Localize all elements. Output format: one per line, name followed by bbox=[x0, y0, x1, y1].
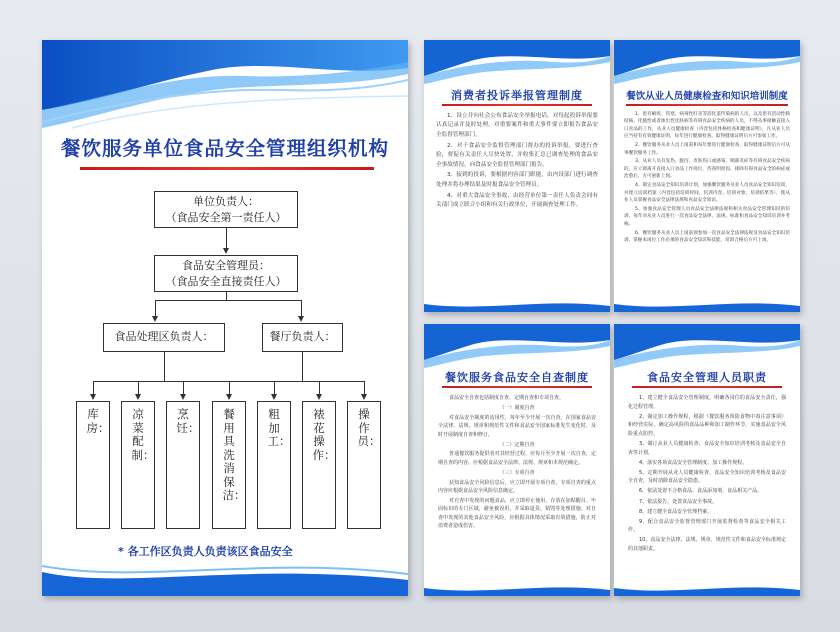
top-wave-decoration bbox=[42, 40, 408, 132]
connector bbox=[229, 381, 230, 395]
top-wave-decoration bbox=[614, 40, 800, 86]
self-check-poster-body bbox=[438, 394, 596, 532]
paragraph: 2、餐饮服务从业人员上岗前和每年要进行健康检查，取得健康证明后方可从事餐饮服务工作。 bbox=[624, 143, 790, 156]
work-unit-box bbox=[212, 401, 246, 529]
paragraph: 1、建立健全食品安全管理制度，明确各岗位的食品安全责任，强化过程管理。 bbox=[628, 395, 786, 410]
arrow-down-icon bbox=[271, 394, 277, 400]
connector bbox=[302, 375, 303, 381]
arrow-down-icon bbox=[223, 248, 229, 254]
bottom-wave-decoration bbox=[42, 560, 408, 596]
work-unit-box bbox=[166, 401, 200, 529]
work-unit-label: 凉菜配制： bbox=[131, 407, 155, 462]
paragraph: 4、对重大食品安全事故，由经营单位第一责任人负责会同有关部门成立联合小组和有关行政单位，开展调查处理工作。 bbox=[436, 192, 598, 209]
arrow-down-icon bbox=[135, 394, 141, 400]
bottom-wave-decoration bbox=[424, 582, 610, 596]
paragraph: 1、患有痢疾、伤寒、病毒性肝炎等消化道传染病的人员，以及患有活动性肺结核、化脓性或者渗出性皮肤病等有碍食品安全疾病的人员，不得从事接触直接入口食品的工作，从业人员健康检查（内容包括体格检查和健康证明），凡从业人员应当持有有效健康证明，每年进行健康检查，取得健康证明后方可参加工作。 bbox=[624, 112, 790, 140]
paragraph: 3、制订从业人员健康检查、食品安全知识培训考核及食品安全自查等计划。 bbox=[628, 440, 786, 456]
arrow-down-icon bbox=[152, 316, 158, 322]
arrow-down-icon bbox=[361, 394, 367, 400]
work-unit-box bbox=[257, 401, 291, 529]
paragraph: 3、接到的投诉，要根据内容部门职能，由内设部门进行调查处理并将办理结果及时报食品安全管理员。 bbox=[436, 172, 598, 188]
unit-head-box bbox=[154, 191, 298, 228]
unit-head-role: （食品安全第一责任人） bbox=[165, 211, 287, 224]
paragraph: 5、加强食品安全管理人员食品安全法律法规和相关食品安全管理知识的培训，每年对从业人员进行一次食品安全法律、法规、标准和食品安全知识培训并考核。 bbox=[624, 206, 790, 227]
consumer-poster-title: 消费者投诉举报管理制度 bbox=[451, 89, 583, 102]
duties-poster-body bbox=[628, 394, 786, 555]
unit-head-label: 单位负责人： bbox=[193, 195, 259, 208]
manager-label: 食品安全管理员： bbox=[182, 259, 270, 272]
paragraph: 对食品安全制度的适用性，每年至少开展一次自查。在国家食品安全法律、法规、规章和规范性文件和食品安全国家标准发生变化时，及时开展制度自查和修订。 bbox=[438, 414, 596, 438]
title-underline bbox=[632, 386, 782, 388]
paragraph: 4、制定食品安全知识培训计划，加强餐饮服务从业人员食品安全知识培训，并建立培训档案（内容包括培训时间、培训内容、培训对象、培训结果等），使从业人员掌握食品安全法律法规和食品安全知识。 bbox=[624, 183, 790, 203]
connector bbox=[302, 352, 303, 375]
connector bbox=[164, 375, 165, 381]
paragraph: 普通餐饮服务提供者对其经营过程，应每月至少开展一次自查，定期自查的内容，应根据食品安全法律、法规、规章和本规范确定。 bbox=[438, 451, 596, 466]
manager-duties-poster bbox=[614, 324, 800, 596]
paragraph: （一）制度自查 bbox=[499, 404, 535, 411]
work-unit-label: 餐用具洗消保洁： bbox=[222, 407, 246, 502]
bottom-wave-decoration bbox=[614, 298, 800, 312]
paragraph: 5、定期开展从业人员健康检查、食品安全知识培训考核及食品安全自查，及时消除食品安全隐患。 bbox=[628, 469, 786, 485]
paragraph: 获知食品安全风险信息后，应立即开展专项自查。专项自查的重点内容应根据食品安全风险信息确定。 bbox=[438, 479, 596, 495]
health-poster-title: 餐饮从业人员健康检查和知识培训制度 bbox=[626, 91, 788, 102]
paragraph: （二）定期自查 bbox=[499, 441, 535, 448]
work-unit-label: 烹饪： bbox=[176, 407, 200, 435]
paragraph: 7、依法报告、处置食品安全事故。 bbox=[639, 498, 718, 505]
work-unit-box bbox=[347, 401, 381, 529]
work-unit-label: 库房： bbox=[86, 407, 110, 435]
duties-poster-title: 食品安全管理人员职责 bbox=[647, 371, 767, 384]
arrow-down-icon bbox=[316, 394, 322, 400]
bottom-wave-decoration bbox=[614, 582, 800, 596]
paragraph: 2、制定加工操作规程，根据《餐饮服务预防食物中毒注意事项》和经营实际，确定高风险的食品品种和加工制作环节，实施食品安全风险重点防控。 bbox=[628, 413, 786, 437]
health-poster-body bbox=[624, 111, 790, 246]
self-check-poster-title: 餐饮服务食品安全自查制度 bbox=[445, 371, 589, 384]
work-unit-label: 操作员： bbox=[357, 407, 381, 448]
paragraph: 食品安全自查包括制度自查、定期自查和专项自查。 bbox=[449, 395, 565, 401]
self-check-poster bbox=[424, 324, 610, 596]
title-underline bbox=[626, 104, 788, 106]
connector bbox=[319, 381, 320, 395]
connector bbox=[93, 381, 94, 395]
paragraph: 2、对于食品安全监督管理部门督办的投诉举报，要进行查验，督促有关责任人尽快处置，并收集汇总已调查处理的食品安全事故情况，向食品安全监督管理部门报告。 bbox=[436, 142, 598, 168]
health-training-poster bbox=[614, 40, 800, 312]
paragraph: 10、食品安全法律、法规、规章、规范性文件和食品安全标准规定的其他职责。 bbox=[628, 537, 786, 552]
paragraph: 1、设立并向社会公布食品安全举报电话，对每起投诉举报要认真记录并及时处理，对重要案件和重大事件要立即报告食品安全监督管理部门。 bbox=[436, 113, 598, 138]
work-unit-label: 裱花操作： bbox=[312, 407, 336, 462]
main-poster-title: 餐饮服务单位食品安全管理组织机构 bbox=[60, 137, 389, 160]
arrow-down-icon bbox=[180, 394, 186, 400]
bottom-wave-decoration bbox=[424, 298, 610, 312]
work-unit-label: 粗加工： bbox=[267, 407, 291, 448]
dining-hall-head-box bbox=[262, 323, 343, 352]
paragraph: 8、建立健全食品安全管理档案。 bbox=[639, 508, 713, 515]
footnote: * 各工作区负责人负责该区食品安全 bbox=[118, 545, 293, 558]
connector bbox=[183, 381, 184, 395]
title-underline bbox=[442, 104, 592, 106]
work-unit-box bbox=[121, 401, 155, 529]
work-unit-box bbox=[302, 401, 336, 529]
connector bbox=[164, 352, 165, 375]
work-unit-box bbox=[76, 401, 110, 529]
connector bbox=[226, 292, 227, 300]
paragraph: 9、配合食品安全监督管理部门开展监督检查等食品安全相关工作。 bbox=[628, 518, 786, 534]
paragraph: 3、从业人员有发热、腹泻、皮肤伤口或感染、咽部炎症等有碍食品安全疾病的，应立即离开直接入口食品工作岗位，待查明原因、排除有碍食品安全的病症或治愈后，方可重新上岗。 bbox=[624, 159, 790, 180]
consumer-complaint-poster bbox=[424, 40, 610, 312]
connector bbox=[364, 381, 365, 395]
processing-area-head-box bbox=[103, 323, 225, 352]
dining-hall-head-label: 餐厅负责人： bbox=[269, 330, 336, 343]
top-wave-decoration bbox=[614, 324, 800, 370]
connector bbox=[155, 300, 301, 301]
paragraph: （三）专项自查 bbox=[499, 469, 535, 476]
paragraph: 4、落实各项食品安全管理制度、加工操作规程。 bbox=[639, 459, 748, 466]
arrow-down-icon bbox=[226, 394, 232, 400]
arrow-down-icon bbox=[90, 394, 96, 400]
paragraph: 6、依法处置不合格食品、食品添加剂、食品相关产品。 bbox=[639, 488, 763, 495]
processing-area-head-label: 食品处理区负责人： bbox=[114, 330, 214, 343]
connector bbox=[226, 228, 227, 250]
paragraph: 6、餐饮服务从业人员上岗前须参加一次食品安全法律法规及食品安全知识培训，掌握本岗位工作必须的食品安全知识和技能，培训合格后方可上岗。 bbox=[624, 230, 790, 243]
arrow-down-icon bbox=[298, 316, 304, 322]
title-underline bbox=[442, 386, 592, 388]
title-underline bbox=[80, 167, 374, 170]
connector bbox=[138, 381, 139, 395]
paragraph: 对自查中发现的问题食品，应立即停止使用，存放在加贴醒目、牢固标识的专门区域，避免被误用，并采取退货、销毁等处理措施。对自查中发现的其他食品安全风险，应根据具体情况采取有效措施，防止对消费者造成伤害。 bbox=[438, 497, 596, 530]
connector bbox=[274, 381, 275, 395]
food-safety-manager-box bbox=[154, 255, 298, 292]
manager-role: （食品安全直接责任人） bbox=[165, 275, 287, 288]
top-wave-decoration bbox=[424, 324, 610, 370]
consumer-poster-body bbox=[436, 112, 598, 212]
top-wave-decoration bbox=[424, 40, 610, 86]
